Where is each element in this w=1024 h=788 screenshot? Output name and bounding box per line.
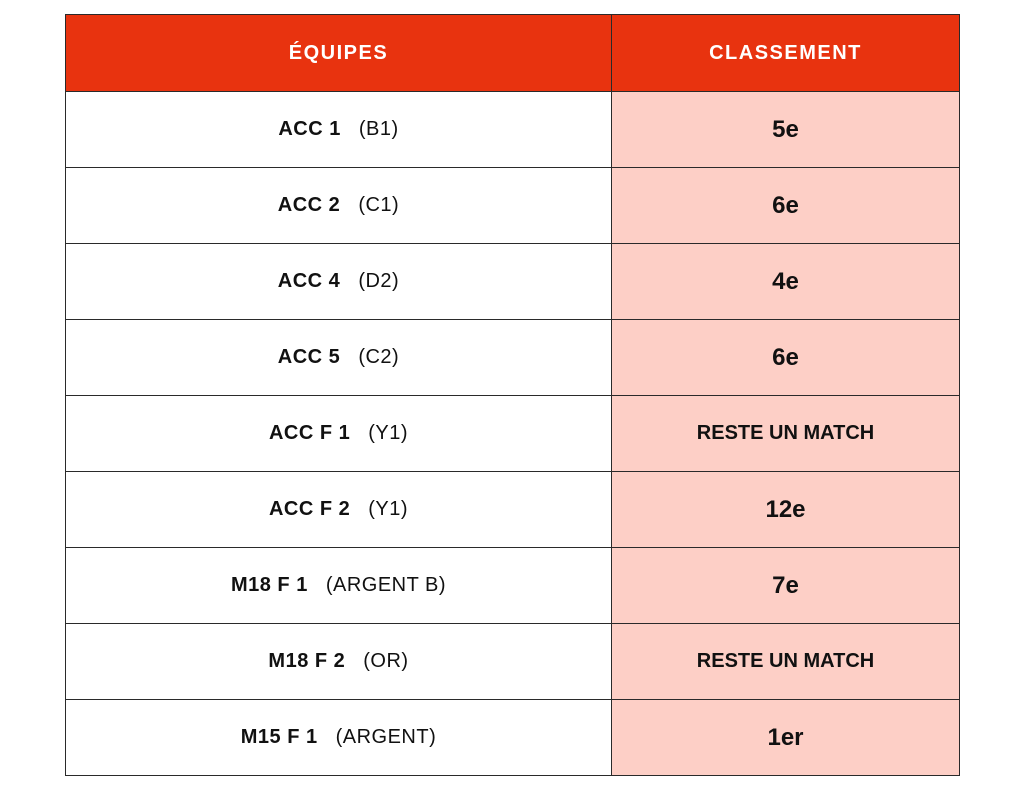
standings-table-container [65, 14, 959, 776]
team-cell [66, 548, 612, 624]
team-name: ACC F 1 [268, 422, 351, 444]
team-cell [66, 320, 612, 396]
team-name: M18 F 1 [230, 574, 308, 596]
table-body [66, 92, 960, 776]
team-division: (ARGENT) [335, 726, 437, 748]
rank-value: RESTE UN MATCH [696, 650, 875, 672]
table-row [66, 168, 960, 244]
rank-cell [612, 244, 960, 320]
rank-value: 6e [772, 343, 799, 371]
team-name: M15 F 1 [240, 726, 318, 748]
standings-table [65, 14, 960, 776]
team-cell [66, 472, 612, 548]
rank-cell [612, 396, 960, 472]
team-name: ACC F 2 [268, 498, 351, 520]
team-division: (C1) [358, 194, 400, 216]
rank-value: 4e [772, 267, 799, 295]
team-cell [66, 92, 612, 168]
team-division: (B1) [358, 118, 399, 140]
table-row [66, 92, 960, 168]
table-row [66, 396, 960, 472]
header-classement: CLASSEMENT [612, 15, 960, 92]
team-division: (C2) [358, 346, 400, 368]
rank-value: 12e [765, 495, 806, 523]
rank-value: RESTE UN MATCH [696, 422, 875, 444]
team-name: ACC 5 [277, 346, 341, 368]
team-cell [66, 396, 612, 472]
table-row [66, 472, 960, 548]
rank-value: 5e [772, 115, 799, 143]
team-name: ACC 2 [277, 194, 341, 216]
team-cell [66, 624, 612, 700]
team-division: (OR) [363, 650, 409, 672]
rank-value: 1er [767, 723, 804, 751]
table-header [66, 15, 960, 92]
team-division: (Y1) [368, 498, 409, 520]
table-row [66, 548, 960, 624]
table-row [66, 244, 960, 320]
rank-cell [612, 92, 960, 168]
rank-cell [612, 700, 960, 776]
rank-cell [612, 168, 960, 244]
team-name: M18 F 2 [268, 650, 346, 672]
table-row [66, 700, 960, 776]
table-row [66, 624, 960, 700]
rank-cell [612, 548, 960, 624]
header-equipes: ÉQUIPES [66, 15, 612, 92]
rank-value: 6e [772, 191, 799, 219]
team-cell [66, 700, 612, 776]
rank-cell [612, 320, 960, 396]
team-name: ACC 1 [278, 118, 341, 140]
table-row [66, 320, 960, 396]
rank-cell [612, 624, 960, 700]
header-row [66, 15, 960, 92]
team-division: (Y1) [368, 422, 409, 444]
team-division: (ARGENT B) [325, 574, 447, 596]
rank-cell [612, 472, 960, 548]
team-cell [66, 168, 612, 244]
team-cell [66, 244, 612, 320]
rank-value: 7e [772, 571, 799, 599]
team-division: (D2) [358, 270, 400, 292]
team-name: ACC 4 [277, 270, 341, 292]
